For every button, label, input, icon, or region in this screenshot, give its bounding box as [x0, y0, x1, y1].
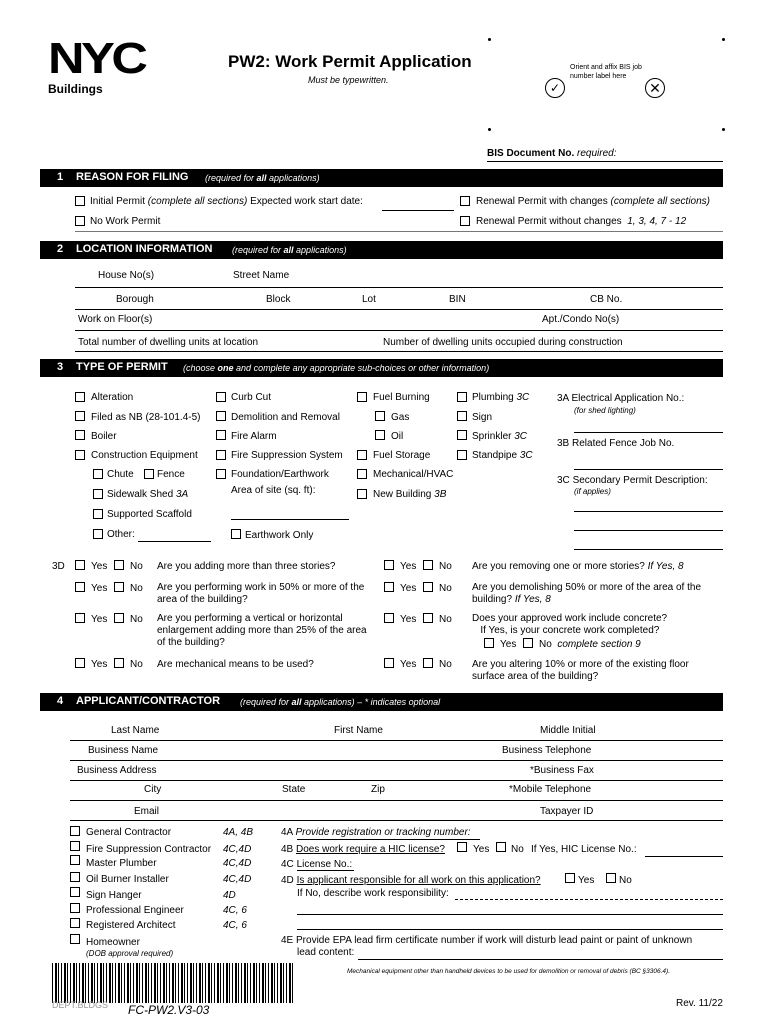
- street-label: Street Name: [233, 270, 290, 281]
- fence-label: Fence: [157, 469, 185, 480]
- responsible-label: Is applicant responsible for all work on this application?: [296, 875, 541, 886]
- hic-label: Does work require a HIC license?: [296, 844, 445, 855]
- renewal-without-checkbox[interactable]: [460, 216, 470, 226]
- floors-field[interactable]: [75, 330, 723, 331]
- section-4-header: 4 APPLICANT/CONTRACTOR (required for all applications) – * indicates optional: [40, 693, 723, 711]
- q3-text: Are you performing a vertical or horizontal enlargement adding more than 25% of the area of the building?: [157, 613, 367, 648]
- fire-alarm-label: Fire Alarm: [231, 431, 277, 442]
- sign-hanger-checkbox[interactable]: [70, 887, 80, 897]
- earthwork-label: Earthwork Only: [245, 530, 314, 541]
- demolition-label: Demolition and Removal: [231, 412, 340, 423]
- r4-text: Are you altering 10% or more of the existing floor surface area of the building?: [472, 659, 689, 682]
- q1-text: Are you adding more than three stories?: [157, 561, 336, 572]
- area-site-field[interactable]: [231, 519, 349, 520]
- foundation-checkbox[interactable]: [216, 469, 226, 479]
- section-3-header: 3 TYPE OF PERMIT (choose one and complete any appropriate sub-choices or other information): [40, 359, 723, 377]
- bis-doc-label: BIS Document No.: [487, 148, 575, 159]
- chute-checkbox[interactable]: [93, 469, 103, 479]
- construction-checkbox[interactable]: [75, 450, 85, 460]
- secondary-note: (if applies): [574, 487, 611, 496]
- q1-no-checkbox[interactable]: [114, 560, 124, 570]
- barcode: [52, 963, 294, 1003]
- role-label: General Contractor: [86, 827, 172, 838]
- r4-yes-checkbox[interactable]: [384, 658, 394, 668]
- sign-checkbox[interactable]: [457, 411, 467, 421]
- business-phone-label: Business Telephone: [502, 745, 592, 756]
- q2-yes-checkbox[interactable]: [75, 582, 85, 592]
- oil-label: Oil: [391, 431, 404, 442]
- label-note: Orient and affix BIS job number label here: [570, 64, 642, 80]
- gas-label: Gas: [391, 412, 410, 423]
- role-label: Oil Burner Installer: [86, 874, 169, 885]
- role-label: Master Plumber: [86, 858, 157, 869]
- registered-architect-checkbox[interactable]: [70, 918, 80, 928]
- fuel-storage-checkbox[interactable]: [357, 450, 367, 460]
- hic-license-label: If Yes, HIC License No.:: [531, 844, 637, 855]
- standpipe-label: Standpipe: [472, 450, 518, 461]
- q3-yes-checkbox[interactable]: [75, 613, 85, 623]
- revision: Rev. 11/22: [676, 998, 723, 1009]
- responsibility-field-1[interactable]: [455, 899, 723, 900]
- epa-label: Provide EPA lead firm certificate number if work will disturb lead paint or paint of unknown: [296, 935, 693, 946]
- curb-cut-checkbox[interactable]: [216, 392, 226, 402]
- business-address-field[interactable]: [70, 780, 723, 781]
- plumbing-checkbox[interactable]: [457, 392, 467, 402]
- role-label: Professional Engineer: [86, 905, 184, 916]
- gas-checkbox[interactable]: [375, 411, 385, 421]
- secondary-field-1[interactable]: [574, 511, 723, 512]
- fence-checkbox[interactable]: [144, 469, 154, 479]
- secondary-field-3[interactable]: [574, 549, 723, 550]
- registration-label: Provide registration or tracking number:: [295, 827, 471, 838]
- sidewalk-shed-checkbox[interactable]: [93, 489, 103, 499]
- logo-buildings-text: Buildings: [48, 82, 103, 96]
- renewal-changes-checkbox[interactable]: [460, 196, 470, 206]
- business-fax-label: *Business Fax: [530, 765, 594, 776]
- units-field[interactable]: [75, 351, 723, 352]
- start-date-field[interactable]: [382, 210, 454, 211]
- mobile-label: *Mobile Telephone: [509, 784, 592, 795]
- occupied-units-label: Number of dwelling units occupied during construction: [383, 337, 623, 348]
- r3-no-checkbox[interactable]: [423, 613, 433, 623]
- electrical-note: (for shed lighting): [574, 406, 636, 415]
- q3-no-checkbox[interactable]: [114, 613, 124, 623]
- boiler-label: Boiler: [91, 431, 117, 442]
- first-name-label: First Name: [334, 725, 383, 736]
- curb-cut-label: Curb Cut: [231, 392, 272, 403]
- plumbing-label: Plumbing: [472, 392, 514, 403]
- renewal-changes-label: Renewal Permit with changes: [476, 196, 608, 207]
- q4-text: Are mechanical means to be used?: [157, 659, 314, 670]
- hic-yes-checkbox[interactable]: [457, 842, 467, 852]
- lot-label: Lot: [362, 294, 376, 305]
- other-checkbox[interactable]: [93, 529, 103, 539]
- no-stamp-icon: ✕: [645, 78, 665, 98]
- initial-permit-label: Initial Permit: [90, 196, 146, 207]
- fire-suppression-label: Fire Suppression System: [231, 450, 343, 461]
- foundation-label: Foundation/Earthwork: [231, 469, 329, 480]
- construction-label: Construction Equipment: [91, 450, 198, 461]
- other-field[interactable]: [138, 541, 211, 542]
- responsibility-label: If No, describe work responsibility:: [297, 888, 449, 899]
- alteration-checkbox[interactable]: [75, 392, 85, 402]
- section-3d-label: 3D: [52, 561, 65, 572]
- page-subtitle: Must be typewritten.: [308, 75, 389, 85]
- scaffold-label: Supported Scaffold: [107, 509, 192, 520]
- master-plumber-checkbox[interactable]: [70, 855, 80, 865]
- taxpayer-label: Taxpayer ID: [540, 806, 594, 817]
- r2-yes-checkbox[interactable]: [384, 582, 394, 592]
- no-work-label: No Work Permit: [90, 216, 161, 227]
- section-2-header: 2 LOCATION INFORMATION (required for all applications): [40, 241, 723, 259]
- mechanical-checkbox[interactable]: [357, 469, 367, 479]
- q2-no-checkbox[interactable]: [114, 582, 124, 592]
- dob-note: (DOB approval required): [86, 949, 174, 958]
- alteration-label: Alteration: [91, 392, 134, 403]
- mech-note: Mechanical equipment other than handheld devices to be used for demolition or removal of debris (BC §3306.4).: [347, 968, 671, 975]
- new-building-label: New Building: [373, 489, 432, 500]
- r1-no-checkbox[interactable]: [423, 560, 433, 570]
- email-label: Email: [134, 806, 160, 817]
- fuel-burning-label: Fuel Burning: [373, 392, 430, 403]
- r2-no-checkbox[interactable]: [423, 582, 433, 592]
- fire-suppression-contractor-checkbox[interactable]: [70, 841, 80, 851]
- apt-label: Apt./Condo No(s): [542, 314, 620, 325]
- fence-job-label: Related Fence Job No.: [572, 438, 675, 449]
- license-label: License No.:: [296, 859, 353, 870]
- responsibility-field-3[interactable]: [297, 929, 723, 930]
- professional-engineer-checkbox[interactable]: [70, 903, 80, 913]
- floors-label: Work on Floor(s): [78, 314, 153, 325]
- middle-label: Middle Initial: [540, 725, 596, 736]
- general-contractor-checkbox[interactable]: [70, 826, 80, 836]
- responsible-yes-checkbox[interactable]: [565, 873, 575, 883]
- oil-checkbox[interactable]: [375, 430, 385, 440]
- q2-text: Are you performing work in 50% or more of the area of the building?: [157, 582, 365, 605]
- city-field[interactable]: [70, 800, 723, 801]
- chute-label: Chute: [107, 469, 134, 480]
- r3-text: Does your approved work include concrete? If Yes, is your concrete work completed?: [472, 613, 668, 636]
- filed-nb-label: Filed as NB (28-101.4-5): [91, 412, 201, 423]
- name-field[interactable]: [70, 740, 723, 741]
- fire-suppression-checkbox[interactable]: [216, 450, 226, 460]
- secondary-field-2[interactable]: [574, 530, 723, 531]
- bin-label: BIN: [449, 294, 466, 305]
- epa-field[interactable]: [358, 959, 723, 960]
- q4-no-checkbox[interactable]: [114, 658, 124, 668]
- scaffold-checkbox[interactable]: [93, 509, 103, 519]
- r4-no-checkbox[interactable]: [423, 658, 433, 668]
- area-site-label: Area of site (sq. ft):: [231, 485, 316, 496]
- state-label: State: [282, 784, 306, 795]
- page-title: PW2: Work Permit Application: [228, 52, 472, 71]
- r3-yes-checkbox[interactable]: [384, 613, 394, 623]
- email-field[interactable]: [70, 820, 723, 821]
- no-work-checkbox[interactable]: [75, 216, 85, 226]
- borough-field[interactable]: [75, 309, 723, 310]
- filed-nb-checkbox[interactable]: [75, 411, 85, 421]
- fuel-storage-label: Fuel Storage: [373, 450, 431, 461]
- zip-label: Zip: [371, 784, 385, 795]
- boiler-checkbox[interactable]: [75, 430, 85, 440]
- cb-label: CB No.: [590, 294, 623, 305]
- total-units-label: Total number of dwelling units at location: [78, 337, 259, 348]
- secondary-permit-label: Secondary Permit Description:: [572, 475, 708, 486]
- business-name-field[interactable]: [70, 760, 723, 761]
- standpipe-checkbox[interactable]: [457, 450, 467, 460]
- bis-doc-required: required:: [577, 148, 617, 159]
- dept-bldgs-text: DEPT.BLDGS: [52, 1000, 109, 1010]
- block-label: Block: [266, 294, 291, 305]
- r2-text: Are you demolishing 50% or more of the area of the building? If Yes, 8: [472, 582, 702, 605]
- earthwork-checkbox[interactable]: [231, 529, 241, 539]
- check-circle-icon: ✓: [545, 78, 565, 98]
- new-building-checkbox[interactable]: [357, 489, 367, 499]
- mechanical-label: Mechanical/HVAC: [373, 469, 454, 480]
- oil-burner-checkbox[interactable]: [70, 872, 80, 882]
- business-name-label: Business Name: [88, 745, 159, 756]
- business-address-label: Business Address: [77, 765, 157, 776]
- q4-yes-checkbox[interactable]: [75, 658, 85, 668]
- q1-yes-checkbox[interactable]: [75, 560, 85, 570]
- r1-yes-checkbox[interactable]: [384, 560, 394, 570]
- initial-permit-checkbox[interactable]: [75, 196, 85, 206]
- responsibility-field-2[interactable]: [297, 914, 723, 915]
- role-label: Fire Suppression Contractor: [86, 844, 212, 855]
- logo-nyc-text: NYC: [48, 34, 145, 83]
- role-label: Registered Architect: [86, 920, 176, 931]
- license-field[interactable]: [297, 870, 354, 871]
- fire-alarm-checkbox[interactable]: [216, 430, 226, 440]
- form-number: FC-PW2.V3-03: [128, 1003, 210, 1017]
- electrical-app-field[interactable]: [574, 432, 723, 433]
- r3b-no-checkbox[interactable]: [523, 638, 533, 648]
- fence-job-field[interactable]: [574, 469, 723, 470]
- other-label: Other:: [107, 529, 135, 540]
- sprinkler-checkbox[interactable]: [457, 430, 467, 440]
- fuel-burning-checkbox[interactable]: [357, 392, 367, 402]
- electrical-app-label: Electrical Application No.:: [571, 393, 685, 404]
- hic-no-checkbox[interactable]: [496, 842, 506, 852]
- registration-field[interactable]: [297, 839, 480, 840]
- role-label: Sign Hanger: [86, 890, 142, 901]
- r3b-yes-checkbox[interactable]: [484, 638, 494, 648]
- section-1-header: 1 REASON FOR FILING (required for all applications): [40, 169, 723, 187]
- role-label: Homeowner: [86, 937, 140, 948]
- sprinkler-label: Sprinkler: [472, 431, 512, 442]
- responsible-no-checkbox[interactable]: [606, 873, 616, 883]
- house-label: House No(s): [98, 270, 155, 281]
- nyc-logo: [48, 34, 158, 96]
- house-street-field[interactable]: [75, 287, 723, 288]
- sidewalk-shed-label: Sidewalk Shed: [107, 489, 174, 500]
- r1-text: Are you removing one or more stories? If Yes, 8: [472, 561, 684, 572]
- last-name-label: Last Name: [111, 725, 160, 736]
- sign-label: Sign: [472, 412, 493, 423]
- homeowner-checkbox[interactable]: [70, 934, 80, 944]
- hic-license-field[interactable]: [645, 856, 723, 857]
- borough-label: Borough: [116, 294, 154, 305]
- demolition-checkbox[interactable]: [216, 411, 226, 421]
- renewal-without-label: Renewal Permit without changes: [476, 216, 622, 227]
- city-label: City: [144, 784, 162, 795]
